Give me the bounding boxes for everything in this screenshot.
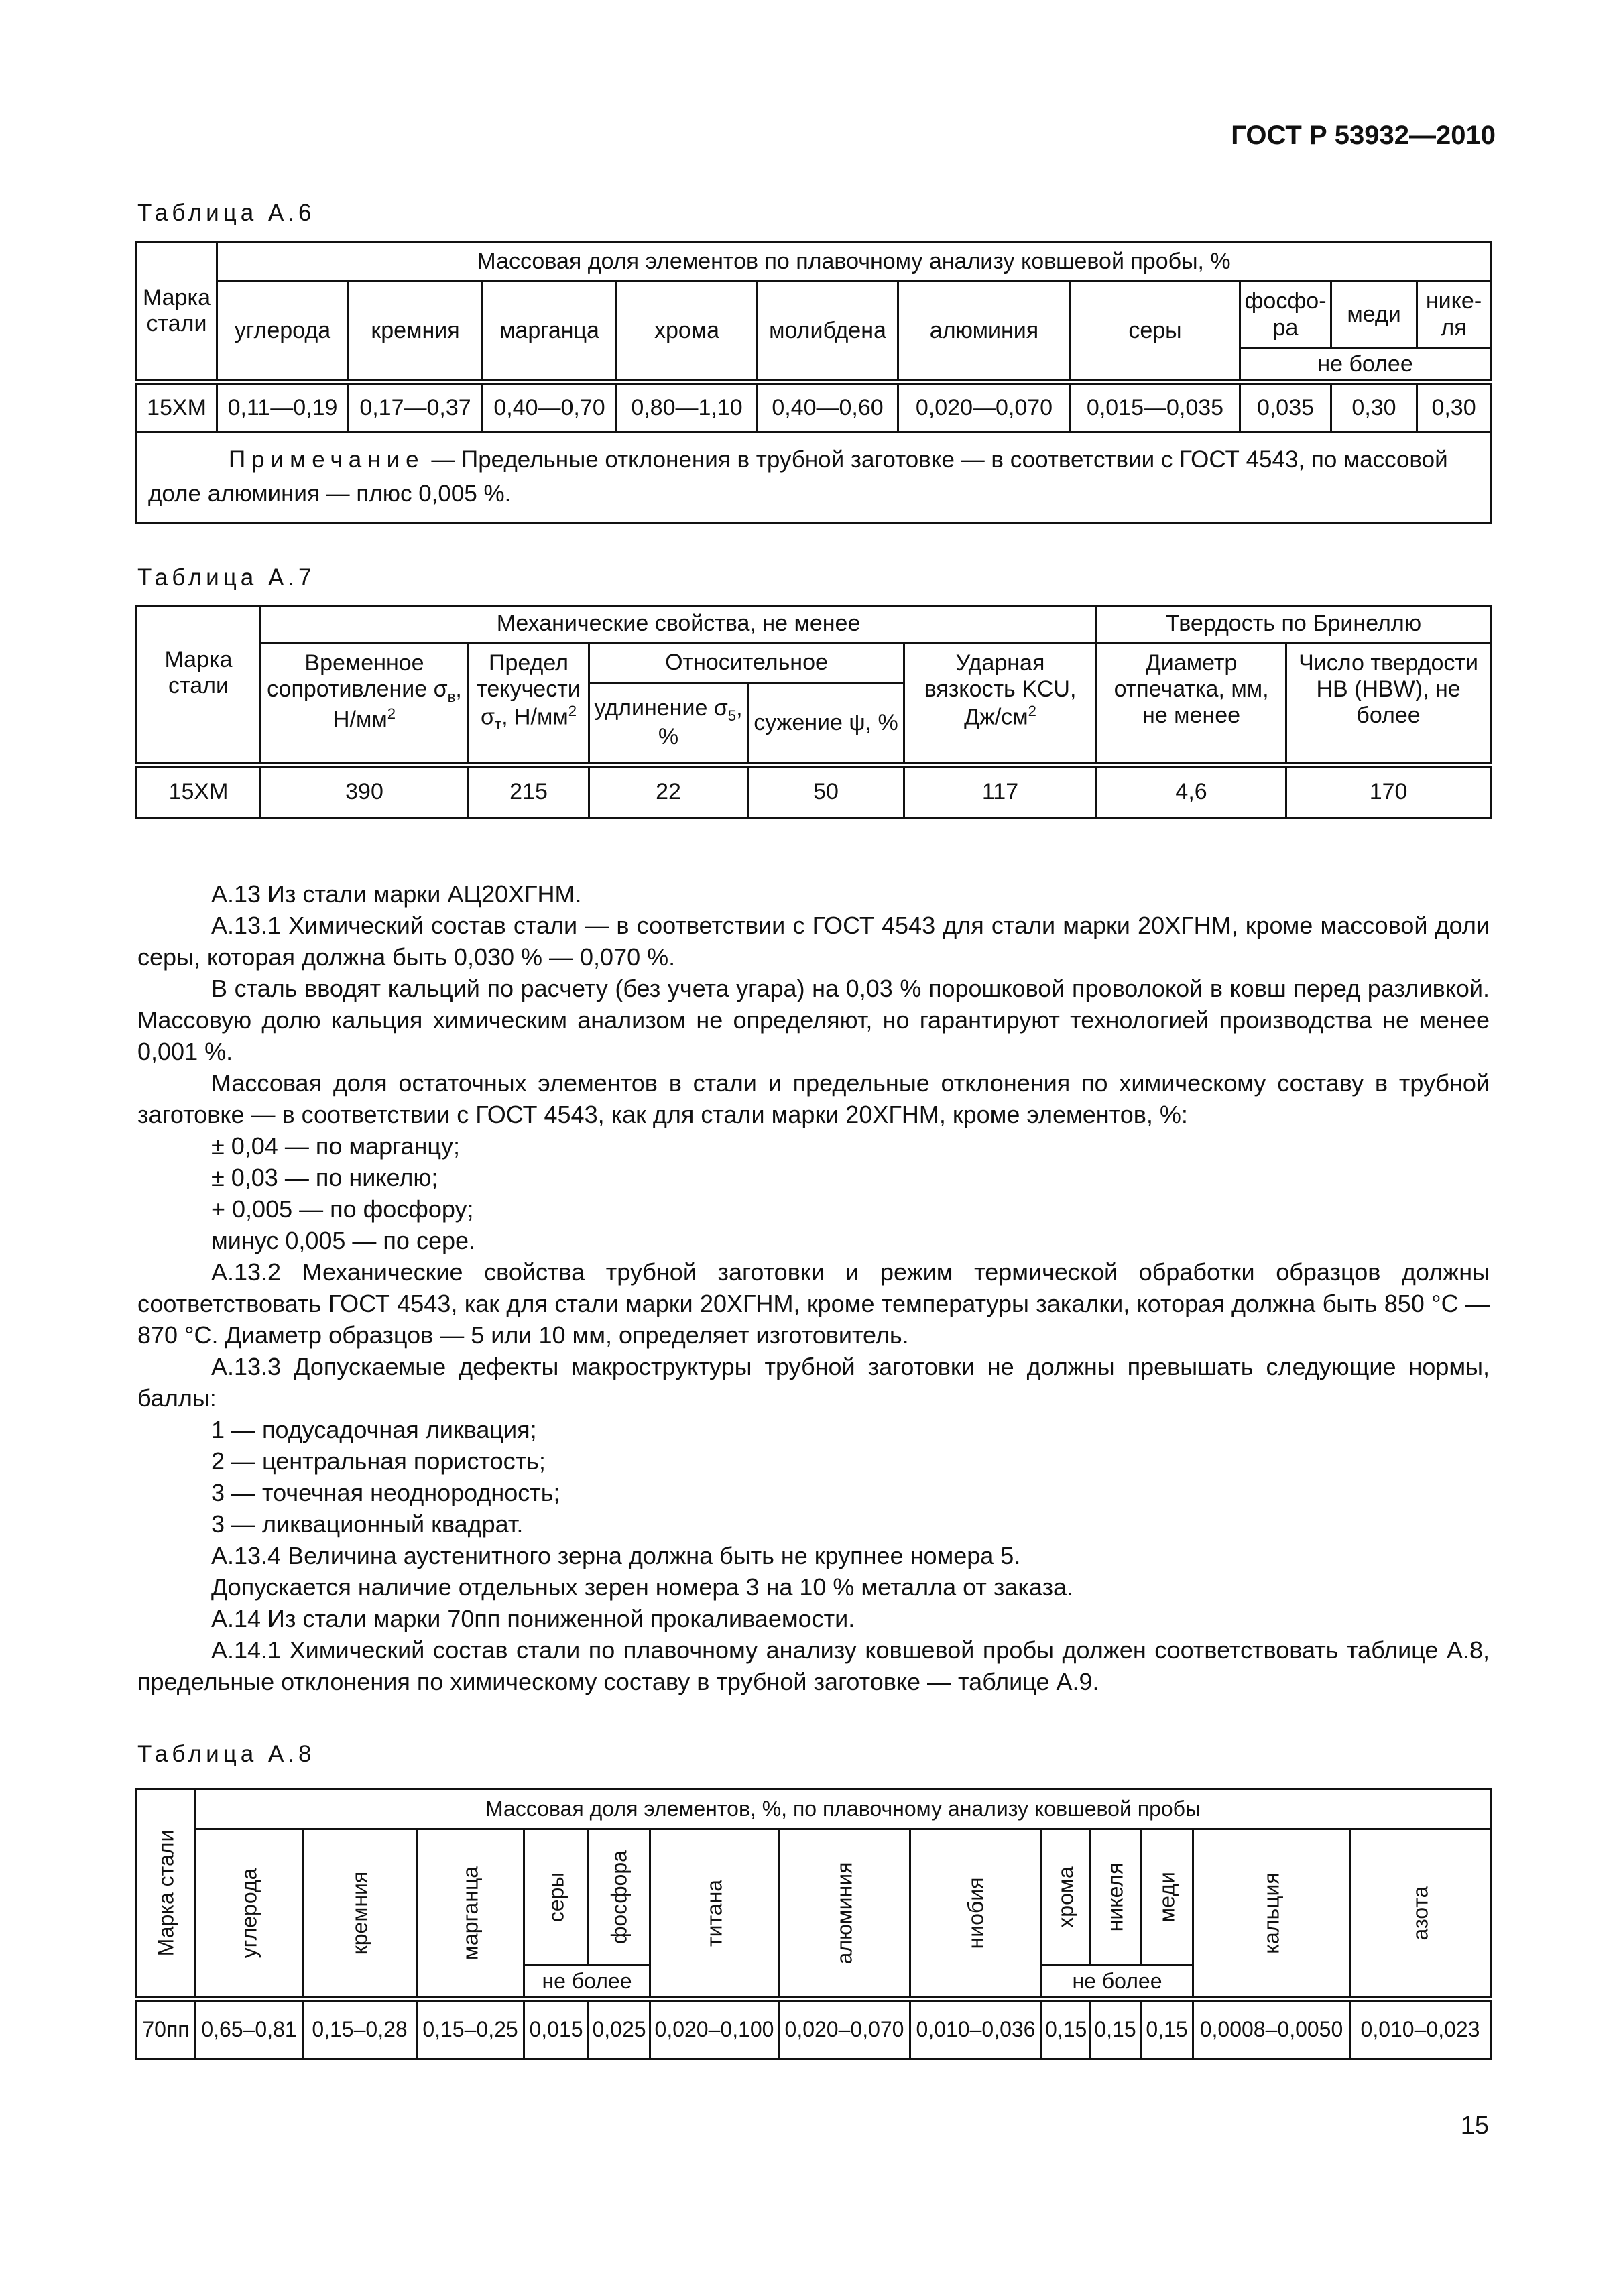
- table-a8-col-label: алюминия: [832, 1862, 857, 1965]
- table-a6-col: нике-ля: [1417, 282, 1491, 349]
- table-a7-vremennoe-unit: , Н/мм: [333, 676, 462, 733]
- table-a8-col: [1350, 1829, 1491, 1999]
- table-a7-col-vremennoe-text: Временное сопротивление σ: [267, 650, 448, 703]
- table-a8-col: [1193, 1829, 1350, 1999]
- table-cell: 0,15–0,25: [417, 1999, 524, 2059]
- table-a7-predel-sup: 2: [568, 703, 577, 720]
- table-a8-col-label: кремния: [347, 1871, 372, 1955]
- table-a7-col-predel-text: Предел текучести σ: [477, 650, 581, 730]
- table-cell: 0,15: [1141, 1999, 1193, 2059]
- table-cell: 0,010–0,036: [910, 1999, 1042, 2059]
- table-a8-ne-bolee: не более: [1042, 1966, 1193, 1999]
- table-cell: 0,15: [1042, 1999, 1090, 2059]
- table-a8-col-label: титана: [702, 1879, 727, 1947]
- table-a8-col-label: углерода: [237, 1868, 261, 1959]
- table-a6-note: [137, 432, 1491, 523]
- table-cell: 0,035: [1240, 382, 1331, 432]
- table-cell: 0,15: [1090, 1999, 1141, 2059]
- table-a7-marka-header: Марка стали: [137, 606, 261, 765]
- table-a7-col-udarnaya-text: Ударная вязкость KCU, Дж/см: [924, 650, 1077, 730]
- table-a7-col-chislo: Число твердости НВ (HBW), не более: [1286, 643, 1491, 765]
- page-number: 15: [1460, 2112, 1489, 2140]
- table-cell: 0,65–0,81: [196, 1999, 303, 2059]
- list-item: минус 0,005 — по сере.: [211, 1227, 476, 1254]
- list-item: ± 0,04 — по марганцу;: [211, 1132, 461, 1160]
- table-a7-udlinenie-unit: , %: [658, 695, 743, 750]
- table-a7-udarnaya-sup: 2: [1028, 703, 1036, 720]
- table-a8-col: [650, 1829, 779, 1999]
- table-cell: 0,020–0,100: [650, 1999, 779, 2059]
- table-a6-col: молибдена: [758, 282, 898, 382]
- table-cell: 50: [748, 765, 904, 819]
- paragraph: В сталь вводят кальций по расчету (без учета угара) на 0,03 % порошковой проволокой в ковш перед разливкой. Массовую долю кальция химическим анализом не определяют, но гарантируют технологией производства не менее 0,001 %.: [137, 975, 1490, 1065]
- table-a8-col-label: никеля: [1103, 1862, 1128, 1932]
- table-a8: [135, 1788, 1492, 2060]
- table-a7-col-udlinenie-text: удлинение σ: [594, 695, 728, 721]
- paragraph: А.13.1 Химический состав стали — в соответствии с ГОСТ 4543 для стали марки 20ХГНМ, кроме массовой доли серы, которая должна быть 0,030 % — 0,070 %.: [137, 912, 1490, 971]
- table-a7-group-mech: Механические свойства, не менее: [261, 606, 1097, 643]
- table-cell: 0,30: [1417, 382, 1491, 432]
- note-label: Примечание: [229, 446, 425, 473]
- table-cell: 215: [469, 765, 589, 819]
- table-a6-col: меди: [1331, 282, 1417, 349]
- table-a6-col: углерода: [217, 282, 349, 382]
- table-a6-ne-bolee: не более: [1240, 349, 1491, 382]
- table-cell: 0,15–0,28: [303, 1999, 417, 2059]
- table-cell: 0,11—0,19: [217, 382, 349, 432]
- paragraph: Допускается наличие отдельных зерен номера 3 на 10 % металла от заказа.: [211, 1573, 1074, 1601]
- table-cell: 0,0008–0,0050: [1193, 1999, 1350, 2059]
- table-cell: 0,020–0,070: [779, 1999, 910, 2059]
- table-a7-group-brinell: Твердость по Бринеллю: [1097, 606, 1491, 643]
- table-a8-col-label: серы: [544, 1872, 568, 1923]
- table-a6-col: фосфо-ра: [1240, 282, 1331, 349]
- table-a8-col-label: хрома: [1053, 1866, 1078, 1928]
- table-a8-ne-bolee: не более: [524, 1966, 650, 1999]
- table-cell: 0,020—0,070: [898, 382, 1071, 432]
- table-a6-marka-header: Марка стали: [137, 243, 217, 382]
- table-a7-col-otnos: Относительное: [589, 643, 904, 683]
- standard-number: ГОСТ Р 53932—2010: [1231, 121, 1496, 150]
- table-cell: 0,015—0,035: [1071, 382, 1240, 432]
- table-cell: 15ХМ: [137, 765, 261, 819]
- table-a7: [135, 605, 1492, 819]
- table-cell: 170: [1286, 765, 1491, 819]
- table-a8-col-label: фосфора: [607, 1850, 632, 1944]
- table-a8-marka-header: [137, 1789, 196, 1999]
- table-a7-col-udlinenie: [589, 683, 748, 765]
- table-a6-col: алюминия: [898, 282, 1071, 382]
- table-cell: 0,17—0,37: [349, 382, 483, 432]
- table-a7-col-suzhenie: сужение ψ, %: [748, 683, 904, 765]
- body-text: [137, 878, 1490, 1697]
- table-a7-caption: Таблица А.7: [137, 564, 316, 591]
- table-cell: 22: [589, 765, 748, 819]
- table-a8-col-label: меди: [1154, 1872, 1179, 1923]
- table-a8-col-label: ниобия: [963, 1877, 988, 1949]
- table-a7-predel-sub: т: [494, 716, 502, 733]
- table-a6-group-header: Массовая доля элементов по плавочному анализу ковшевой пробы, %: [217, 243, 1491, 282]
- table-a6-col: марганца: [483, 282, 617, 382]
- table-a8-col: [779, 1829, 910, 1999]
- table-a6-caption: Таблица А.6: [137, 200, 316, 226]
- table-cell: 117: [904, 765, 1097, 819]
- table-a8-caption: Таблица А.8: [137, 1741, 316, 1767]
- table-a8-group-header: Массовая доля элементов, %, по плавочному анализу ковшевой пробы: [196, 1789, 1491, 1829]
- list-item: + 0,005 — по фосфору;: [211, 1195, 474, 1223]
- table-a8-col: [1090, 1829, 1141, 1966]
- paragraph: А.14.1 Химический состав стали по плавочному анализу ковшевой пробы должен соответствовать таблице А.8, предельные отклонения по химическому составу в трубной заготовке — таблице А.9.: [137, 1636, 1490, 1695]
- list-item: 3 — точечная неоднородность;: [211, 1479, 560, 1506]
- table-a6-col: хрома: [617, 282, 758, 382]
- list-item: ± 0,03 — по никелю;: [211, 1164, 438, 1191]
- table-a8-marka-label: Марка стали: [154, 1829, 178, 1957]
- paragraph: А.13.4 Величина аустенитного зерна должна быть не крупнее номера 5.: [211, 1542, 1021, 1569]
- paragraph: А.13 Из стали марки АЦ20ХГНМ.: [211, 880, 582, 908]
- table-a6-col: кремния: [349, 282, 483, 382]
- table-cell: 390: [261, 765, 469, 819]
- table-a8-col: [524, 1829, 589, 1966]
- table-a7-col-vremennoe: [261, 643, 469, 765]
- table-cell: 0,40—0,70: [483, 382, 617, 432]
- table-a8-col: [1042, 1829, 1090, 1966]
- table-a8-col-label: марганца: [458, 1866, 483, 1960]
- table-cell: 0,30: [1331, 382, 1417, 432]
- paragraph: А.13.3 Допускаемые дефекты макроструктуры трубной заготовки не должны превышать следующие нормы, баллы:: [137, 1353, 1490, 1412]
- table-a6: [135, 241, 1492, 524]
- table-a8-col: [589, 1829, 650, 1966]
- table-a7-col-diametr: Диаметр отпечатка, мм, не менее: [1097, 643, 1286, 765]
- table-cell: 0,015: [524, 1999, 589, 2059]
- table-a8-col-label: кальция: [1259, 1872, 1284, 1954]
- paragraph: А.13.2 Механические свойства трубной заготовки и режим термической обработки образцов должны соответствовать ГОСТ 4543, как для стали марки 20ХГНМ, кроме температуры закалки, которая должна быть 850 °С — 870 °С. Диаметр образцов — 5 или 10 мм, определяет изготовитель.: [137, 1258, 1490, 1349]
- table-cell: 0,010–0,023: [1350, 1999, 1491, 2059]
- table-a8-col-label: азота: [1408, 1886, 1433, 1941]
- table-a8-col: [196, 1829, 303, 1999]
- list-item: 3 — ликвационный квадрат.: [211, 1510, 524, 1538]
- table-cell: 4,6: [1097, 765, 1286, 819]
- table-a7-udlinenie-sub: 5: [727, 707, 737, 724]
- table-a8-col: [417, 1829, 524, 1999]
- table-a7-predel-unit: , Н/мм: [501, 704, 568, 730]
- table-cell: 0,025: [589, 1999, 650, 2059]
- note-text: — Предельные отклонения в трубной заготовке — в соответствии с ГОСТ 4543, по массовой доле алюминия — плюс 0,005 %.: [148, 446, 1448, 507]
- paragraph: А.14 Из стали марки 70пп пониженной прокаливаемости.: [211, 1605, 855, 1632]
- table-a8-col: [910, 1829, 1042, 1999]
- table-cell: 15ХМ: [137, 382, 217, 432]
- table-cell: 0,40—0,60: [758, 382, 898, 432]
- list-item: 1 — подусадочная ликвация;: [211, 1416, 537, 1443]
- table-a7-vremennoe-sub: в: [447, 688, 456, 705]
- table-a7-col-predel: [469, 643, 589, 765]
- table-a8-col: [1141, 1829, 1193, 1966]
- list-item: 2 — центральная пористость;: [211, 1447, 546, 1475]
- table-a6-col: серы: [1071, 282, 1240, 382]
- table-a7-vremennoe-sup: 2: [387, 705, 396, 723]
- table-a8-col: [303, 1829, 417, 1999]
- table-cell: 0,80—1,10: [617, 382, 758, 432]
- table-a7-col-udarnaya: [904, 643, 1097, 765]
- paragraph: Массовая доля остаточных элементов в стали и предельные отклонения по химическому составу в трубной заготовке — в соответствии с ГОСТ 4543, как для стали марки 20ХГНМ, кроме элементов, %:: [137, 1069, 1490, 1128]
- table-cell: 70пп: [137, 1999, 196, 2059]
